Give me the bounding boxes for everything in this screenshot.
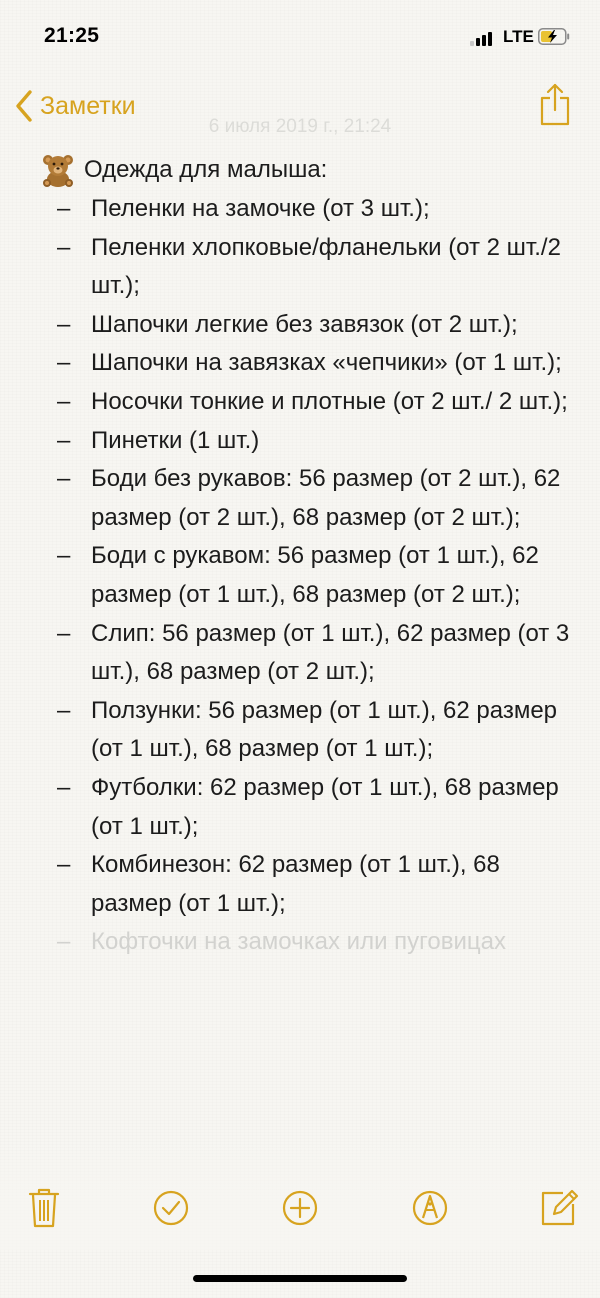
clothing-list (0, 190, 600, 962)
list-item: – Пеленки хлопковые/фланельки (от 2 шт./2 шт.); (0, 229, 600, 306)
signal-icon (470, 30, 496, 46)
note-heading-text: Одежда для малыша: (84, 156, 328, 183)
battery-charging-icon (538, 28, 570, 45)
list-item: – Боди без рукавов: 56 размер (от 2 шт.), 62 размер (от 2 шт.), 68 размер (от 2 шт.); (0, 460, 600, 537)
share-icon[interactable] (538, 82, 572, 126)
list-item: – Кофточки на замочках или пуговицах (0, 923, 600, 962)
navigation-bar (0, 76, 600, 140)
list-item: – Боди с рукавом: 56 размер (от 1 шт.), 62 размер (от 1 шт.), 68 размер (от 2 шт.); (0, 537, 600, 614)
add-icon[interactable] (278, 1184, 322, 1232)
note-body[interactable] (0, 150, 600, 1230)
status-time: 21:25 (44, 24, 100, 47)
network-type: LTE (503, 27, 534, 46)
teddy-bear-icon (40, 152, 76, 188)
list-item: – Пеленки на замочке (от 3 шт.); (0, 190, 600, 229)
checklist-icon[interactable] (149, 1184, 193, 1232)
note-heading (40, 150, 327, 190)
back-label: Заметки (40, 91, 136, 120)
list-item: – Комбинезон: 62 размер (от 1 шт.), 68 размер (от 1 шт.); (0, 846, 600, 923)
list-item: – Ползунки: 56 размер (от 1 шт.), 62 размер (от 1 шт.), 68 размер (от 1 шт.); (0, 692, 600, 769)
list-item: – Пинетки (1 шт.) (0, 422, 600, 461)
bottom-toolbar (0, 1184, 600, 1234)
trash-icon[interactable] (22, 1184, 66, 1232)
list-item: – Шапочки на завязках «чепчики» (от 1 шт.); (0, 344, 600, 383)
list-item: – Слип: 56 размер (от 1 шт.), 62 размер (от 3 шт.), 68 размер (от 2 шт.); (0, 615, 600, 692)
compose-icon[interactable] (537, 1184, 581, 1232)
list-item: – Футболки: 62 размер (от 1 шт.), 68 размер (от 1 шт.); (0, 769, 600, 846)
list-item: – Носочки тонкие и плотные (от 2 шт./ 2 шт.); (0, 383, 600, 422)
markup-icon[interactable] (408, 1184, 452, 1232)
list-item: – Шапочки легкие без завязок (от 2 шт.); (0, 306, 600, 345)
status-bar (0, 0, 600, 76)
home-indicator[interactable] (193, 1275, 407, 1282)
note-date: 6 июля 2019 г., 21:24 (208, 116, 392, 137)
